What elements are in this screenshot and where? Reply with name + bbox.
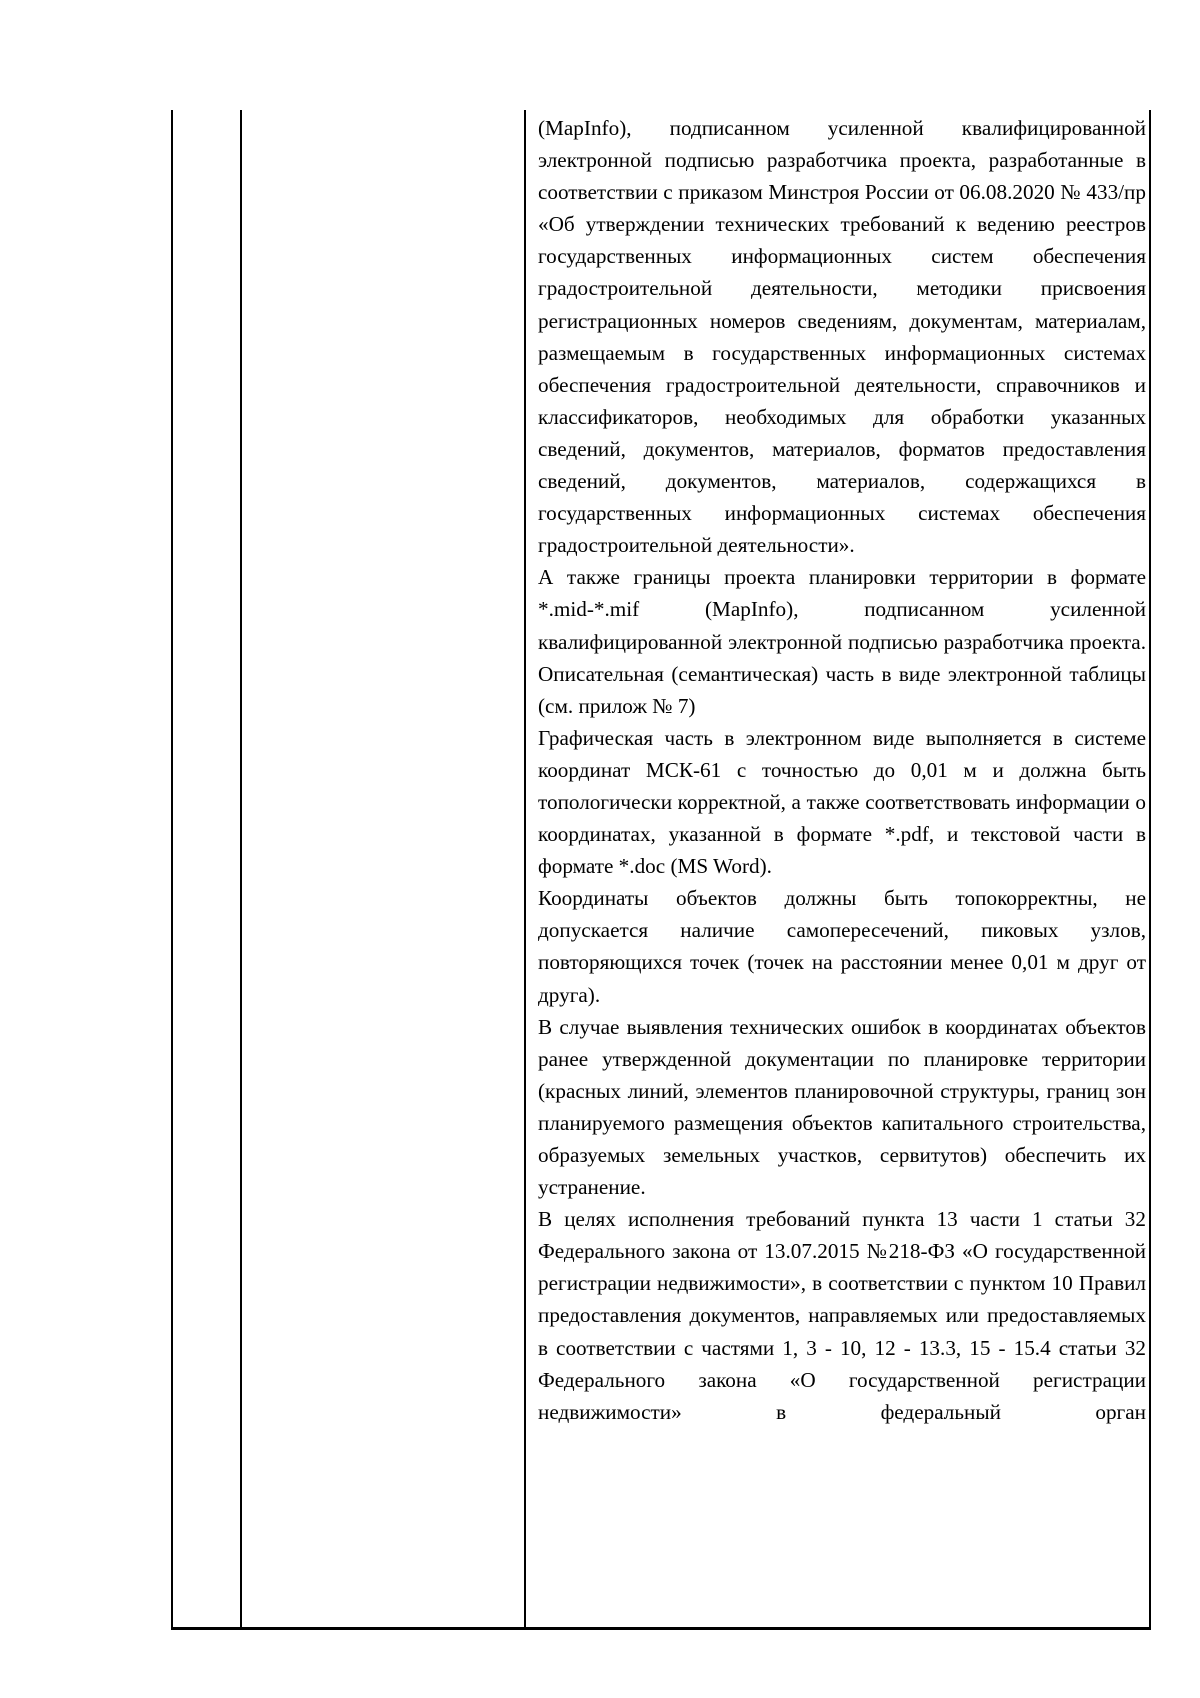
table-border-bottom [171, 1627, 1151, 1630]
table-border-col1 [240, 110, 242, 1628]
table-cell-requirements [538, 112, 1146, 1428]
table-border-right [1149, 110, 1151, 1628]
table-border-left [171, 110, 173, 1628]
paragraph: В целях исполнения требований пункта 13 части 1 статьи 32 Федерального закона от 13.07.2015 №218-ФЗ «О государственной регистрации недвижимости», в соответствии с пунктом 10 Правил предоставления документов, направляемых или предоставляемых в соответствии с частями 1, 3 - 10, 12 - 13.3, 15 - 15.4 статьи 32 Федерального закона «О государственной регистрации недвижимости» в федеральный орган [538, 1207, 1146, 1424]
paragraph: Координаты объектов должны быть топокорректны, не допускается наличие самопересечений, пиковых узлов, повторяющихся точек (точек на расстоянии менее 0,01 м друг от друга). [538, 886, 1146, 1007]
table-border-col2 [524, 110, 526, 1628]
paragraph: В случае выявления технических ошибок в координатах объектов ранее утвержденной документации по планировке территории (красных линий, элементов планировочной структуры, границ зон планируемого размещения объектов капитального строительства, образуемых земельных участков, сервитутов) обеспечить их устранение. [538, 1014, 1146, 1200]
paragraph: А также границы проекта планировки территории в формате *.mid-*.mif (MapInfo), подписанном усиленной квалифицированной электронной подписью разработчика проекта. Описательная (семантическая) часть в виде электронной таблицы (см. прилож № 7) [538, 565, 1146, 718]
paragraph: Графическая часть в электронном виде выполняется в системе координат МСК-61 с точностью до 0,01 м и должна быть топологически корректной, а также соответствовать информации о координатах, указанной в формате *.pdf, и текстовой части в формате *.doc (MS Word). [538, 725, 1146, 879]
paragraph: (MapInfo), подписанном усиленной квалифицированной электронной подписью разработчика проекта, разработанные в соответствии с приказом Минстроя России от 06.08.2020 № 433/пр «Об утверждении технических требований к ведению реестров государственных информационных систем обеспечения градостроительной деятельности, методики присвоения регистрационных номеров сведениям, документам, материалам, размещаемым в государственных информационных системах обеспечения градостроительной деятельности, справочников и классификаторов, необходимых для обработки указанных сведений, документов, материалов, форматов предоставления сведений, документов, материалов, содержащихся в государственных информационных системах обеспечения градостроительной деятельности». [538, 116, 1146, 558]
